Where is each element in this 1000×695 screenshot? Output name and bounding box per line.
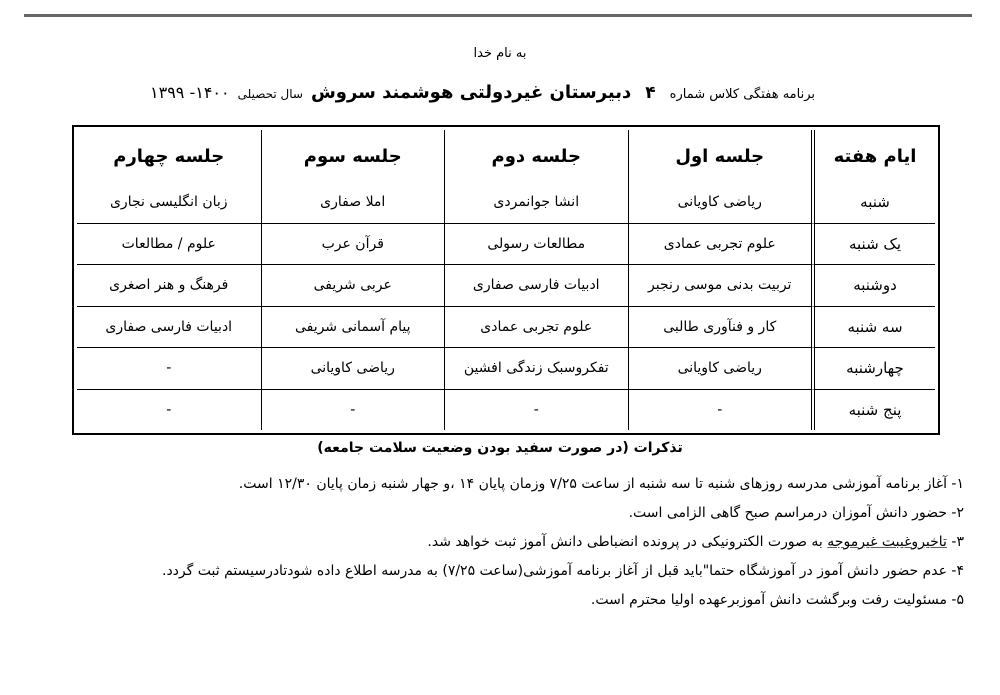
table-row	[77, 224, 935, 266]
academic-year-group	[150, 83, 303, 102]
session-cell: پیام آسمانی شریفی	[261, 307, 445, 349]
day-cell: دوشنبه	[811, 265, 935, 307]
underlined-term: تاخیروغیبت غیرموجه	[827, 534, 947, 550]
session-cell: قرآن عرب	[261, 224, 445, 266]
header-session-1: جلسه اول	[628, 130, 812, 182]
note-item	[44, 528, 964, 557]
session-cell: -	[261, 390, 445, 431]
notes-title: تذکرات (در صورت سفید بودن وضعیت سلامت جامعه)	[317, 440, 683, 456]
session-cell: ادبیات فارسی صفاری	[77, 307, 261, 349]
session-cell: ریاضی کاویانی	[628, 182, 812, 224]
academic-year-label: سال تحصیلی	[237, 87, 303, 101]
session-cell: -	[628, 390, 812, 431]
top-divider	[24, 14, 972, 17]
session-cell: -	[444, 390, 628, 431]
header-session-3: جلسه سوم	[261, 130, 445, 182]
table-header-row	[77, 130, 935, 182]
session-cell: املا صفاری	[261, 182, 445, 224]
note-item: ۴- عدم حضور دانش آموز در آموزشگاه حتما"باید قبل از آغاز برنامه آموزشی(ساعت ۷/۲۵) به مدرسه اطلاع داده شودتادرسیستم ثبت گردد.	[162, 563, 964, 579]
day-cell: سه شنبه	[811, 307, 935, 349]
session-cell: علوم تجربی عمادی	[444, 307, 628, 349]
session-cell: ادبیات فارسی صفاری	[444, 265, 628, 307]
session-cell: انشا جوانمردی	[444, 182, 628, 224]
table-row	[77, 390, 935, 431]
header-session-4: جلسه چهارم	[113, 145, 225, 167]
session-cell: تربیت بدنی موسی رنجبر	[628, 265, 812, 307]
document-header	[150, 82, 815, 108]
day-cell: شنبه	[811, 182, 935, 224]
session-cell: علوم / مطالعات	[77, 224, 261, 266]
note-item: ۱- آغاز برنامه آموزشی مدرسه روزهای شنبه تا سه شنبه از ساعت ۷/۲۵ وزمان پایان ۱۴ ،و جهار شنبه زمان پایان ۱۲/۳۰ است.	[238, 476, 964, 492]
academic-year-value: ۱۴۰۰- ۱۳۹۹	[150, 83, 230, 102]
class-number: ۴	[645, 83, 656, 103]
session-cell: کار و فنآوری طالبی	[628, 307, 812, 349]
session-cell: ریاضی کاویانی	[261, 348, 445, 390]
session-cell: عربی شریفی	[261, 265, 445, 307]
schedule-table	[77, 130, 935, 430]
note-text: به صورت الکترونیکی در پرونده انضباطی دانش آموز ثبت خواهد شد.	[427, 534, 823, 550]
session-cell: زبان انگلیسی نجاری	[77, 182, 261, 224]
session-cell: مطالعات رسولی	[444, 224, 628, 266]
table-row	[77, 348, 935, 390]
session-cell: -	[77, 348, 261, 390]
day-cell: یک شنبه	[811, 224, 935, 266]
table-row	[77, 265, 935, 307]
schedule-table-frame	[72, 125, 940, 435]
note-item: ۵- مسئولیت رفت وبرگشت دانش آموزبرعهده اولیا محترم است.	[590, 592, 964, 608]
header-title-group	[311, 82, 815, 103]
day-cell: پنج شنبه	[811, 390, 935, 431]
school-name: دبیرستان غیردولتی هوشمند سروش	[310, 82, 632, 103]
weekly-schedule-label: برنامه هفتگی کلاس شماره	[669, 87, 815, 102]
header-days: ایام هفته	[811, 130, 935, 182]
session-cell: -	[166, 401, 172, 418]
session-cell: علوم تجربی عمادی	[628, 224, 812, 266]
session-cell: تفکروسبک زندگی افشین	[444, 348, 628, 390]
note-number: ۳-	[946, 534, 964, 550]
basmala: به نام خدا	[473, 46, 527, 61]
header-session-2: جلسه دوم	[444, 130, 628, 182]
table-row	[77, 182, 935, 224]
session-cell: ریاضی کاویانی	[628, 348, 812, 390]
day-cell: چهارشنبه	[811, 348, 935, 390]
note-item: ۲- حضور دانش آموزان درمراسم صبح گاهی الزامی است.	[628, 505, 964, 521]
table-row	[77, 307, 935, 349]
session-cell: فرهنگ و هنر اصغری	[77, 265, 261, 307]
notes-list	[44, 470, 964, 615]
